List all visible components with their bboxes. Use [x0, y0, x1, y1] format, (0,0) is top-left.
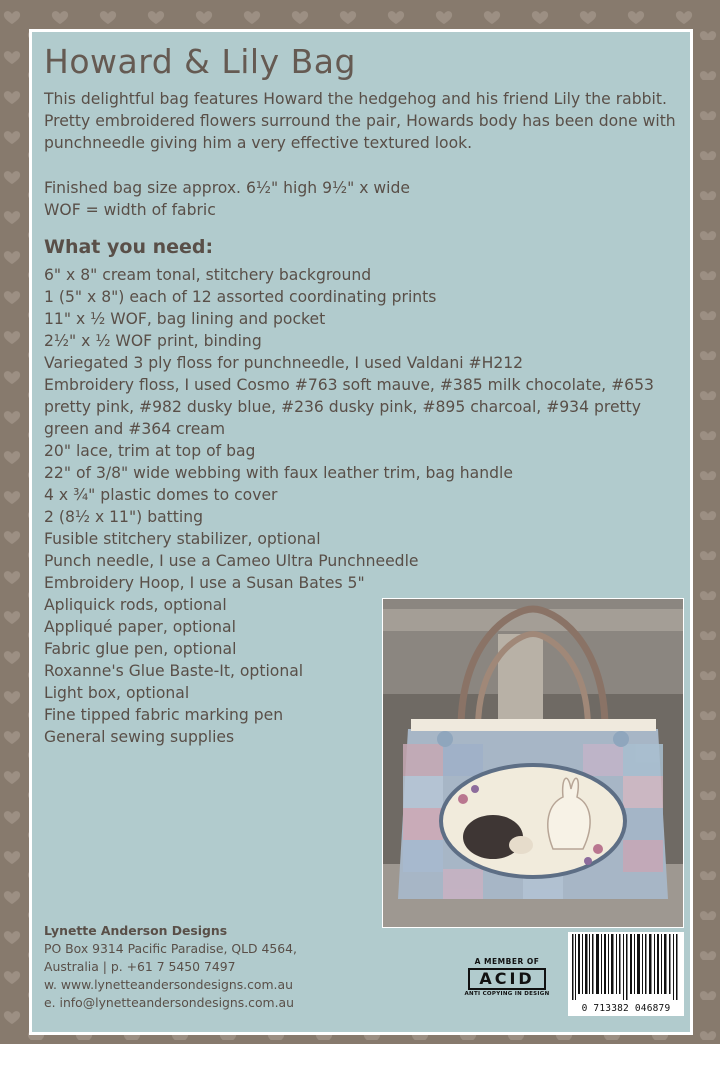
- intro-paragraph: This delightful bag features Howard the hedgehog and his friend Lily the rabbit. Pretty embroidered flowers surround the pair, Howards body has been done with punchneedle giving him a very effective textured look.: [44, 90, 676, 152]
- barcode: [568, 932, 684, 1016]
- list-item: Fusible stitchery stabilizer, optional: [44, 530, 321, 548]
- barcode-bars: [568, 932, 684, 1002]
- bag-illustration: [383, 599, 683, 927]
- bottom-white-strip: [0, 1044, 720, 1070]
- email[interactable]: e. info@lynetteandersondesigns.com.au: [44, 995, 294, 1010]
- list-item: Embroidery floss, I used Cosmo #763 soft mauve, #385 milk chocolate, #653 pretty pink, #982 dusky blue, #236 dusky pink, #895 charcoal, #934 pretty green and #364 cream: [44, 376, 654, 438]
- list-item: 4 x ¾" plastic domes to cover: [44, 486, 278, 504]
- wof-definition: WOF = width of fabric: [44, 201, 216, 219]
- list-item: Fine tipped fabric marking pen: [44, 706, 284, 724]
- list-item: General sewing supplies: [44, 728, 235, 746]
- list-item: 20" lace, trim at top of bag: [44, 442, 256, 460]
- finished-size: Finished bag size approx. 6½" high 9½" x wide: [44, 179, 411, 197]
- company-name: Lynette Anderson Designs: [44, 923, 228, 938]
- list-item: Appliqué paper, optional: [44, 618, 236, 636]
- list-item: 11" x ½ WOF, bag lining and pocket: [44, 310, 326, 328]
- barcode-digits: 0 713382 046879: [581, 1003, 671, 1014]
- page-title: Howard & Lily Bag: [44, 42, 356, 81]
- list-item: Variegated 3 ply floss for punchneedle, I used Valdani #H212: [44, 354, 524, 372]
- acid-member-text: A MEMBER OF: [474, 957, 540, 966]
- list-item: Apliquick rods, optional: [44, 596, 227, 614]
- content-panel: [29, 29, 693, 1035]
- list-item: Light box, optional: [44, 684, 190, 702]
- contact-block: [44, 922, 297, 1012]
- needs-heading: What you need:: [44, 236, 214, 258]
- acid-logo: [457, 957, 557, 1005]
- bag-photo: [382, 598, 684, 928]
- list-item: 2 (8½ x 11") batting: [44, 508, 203, 526]
- list-item: 1 (5" x 8") each of 12 assorted coordinating prints: [44, 288, 437, 306]
- list-item: Fabric glue pen, optional: [44, 640, 237, 658]
- list-item: 6" x 8" cream tonal, stitchery background: [44, 266, 372, 284]
- size-block: [44, 177, 410, 221]
- list-item: 2½" x ½ WOF print, binding: [44, 332, 262, 350]
- list-item: Embroidery Hoop, I use a Susan Bates 5": [44, 574, 365, 592]
- website[interactable]: w. www.lynetteandersondesigns.com.au: [44, 977, 293, 992]
- acid-logo-text: ACID: [479, 969, 535, 988]
- list-item: Roxanne's Glue Baste-It, optional: [44, 662, 304, 680]
- acid-tagline: ANTI COPYING IN DESIGN: [464, 991, 550, 997]
- address: PO Box 9314 Pacific Paradise, QLD 4564,: [44, 941, 297, 956]
- acid-logo-mark: [468, 968, 546, 990]
- country-phone: Australia | p. +61 7 5450 7497: [44, 959, 236, 974]
- list-item: 22" of 3/8" wide webbing with faux leather trim, bag handle: [44, 464, 513, 482]
- list-item: Punch needle, I use a Cameo Ultra Punchneedle: [44, 552, 419, 570]
